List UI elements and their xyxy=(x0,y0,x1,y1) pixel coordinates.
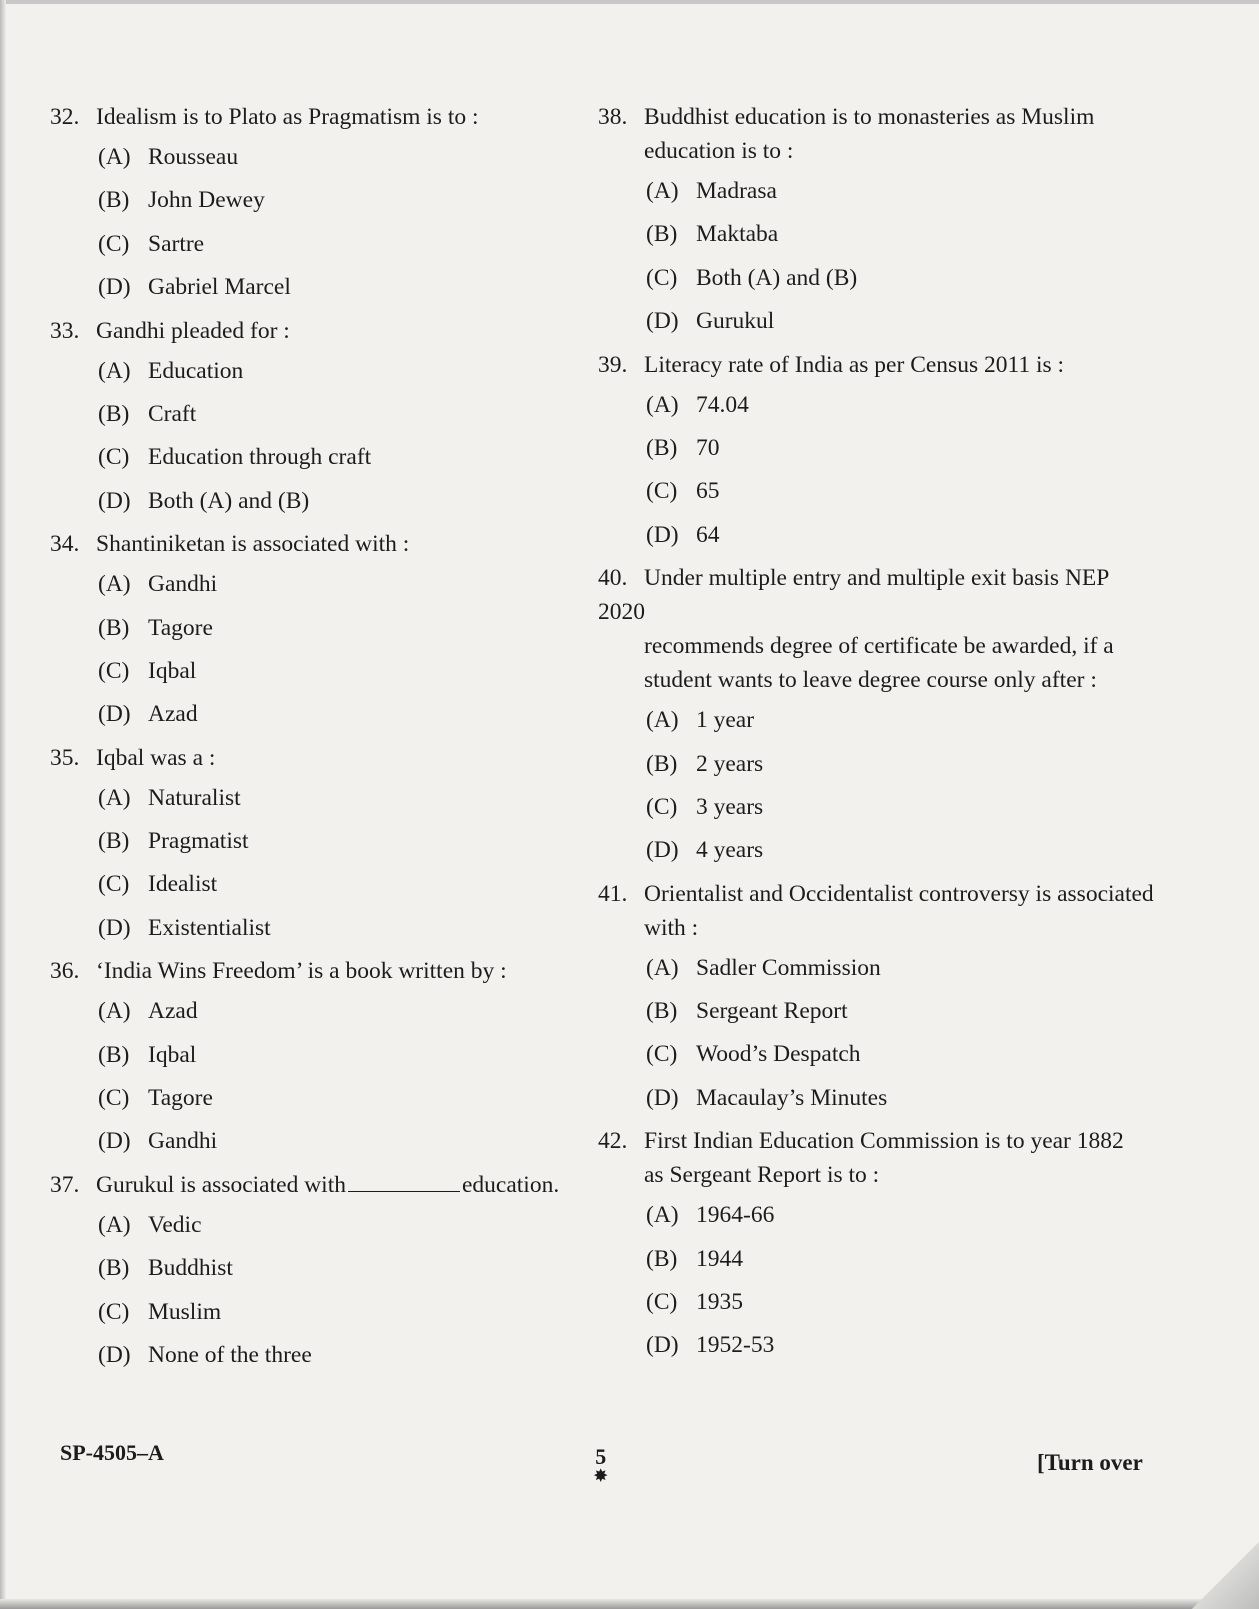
page-edge-bottom xyxy=(0,1599,1259,1609)
question-stem: Buddhist education is to monasteries as Muslim xyxy=(644,104,1095,130)
option-b: (B) Tagore xyxy=(98,614,213,641)
option-c: (C) 1935 xyxy=(646,1289,743,1316)
option-d: (D) Azad xyxy=(98,701,198,728)
option-d: (D) 64 xyxy=(646,521,720,548)
question-stem-line-2: as Sergeant Report is to : xyxy=(644,1162,880,1189)
option-c: (C) Education through craft xyxy=(98,444,372,471)
fill-in-blank xyxy=(348,1173,460,1192)
question-stem-end: education. xyxy=(461,1171,560,1198)
question-number: 32. xyxy=(50,104,80,130)
option-a: (A) Azad xyxy=(98,998,198,1025)
question-stem: Literacy rate of India as per Census 2011 is : xyxy=(644,351,1065,378)
page-fold xyxy=(1179,1519,1259,1609)
option-c: (C) Idealist xyxy=(98,871,218,898)
option-a: (A) Madrasa xyxy=(646,178,777,204)
option-b: (B) Iqbal xyxy=(98,1041,197,1068)
question-35 xyxy=(50,741,590,945)
question-38 xyxy=(598,100,1158,338)
question-33 xyxy=(50,314,590,518)
option-d: (D) Gandhi xyxy=(98,1128,218,1155)
question-32 xyxy=(50,100,590,304)
option-b: (B) 1944 xyxy=(646,1245,743,1272)
option-d: (D) 1952-53 xyxy=(646,1332,775,1359)
option-d: (D) Both (A) and (B) xyxy=(98,487,310,514)
option-b: (B) 70 xyxy=(646,434,720,461)
option-a: (A) Rousseau xyxy=(98,144,239,170)
question-number: 42. xyxy=(598,1128,628,1155)
option-a: (A) Sadler Commission xyxy=(646,954,881,981)
question-stem: ‘India Wins Freedom’ is a book written by : xyxy=(96,958,507,985)
option-a: (A) Education xyxy=(98,357,244,384)
option-d: (D) Existentialist xyxy=(98,914,271,941)
option-d: (D) None of the three xyxy=(98,1341,312,1368)
question-stem-line-2: with : xyxy=(644,914,699,941)
question-39 xyxy=(598,348,1158,552)
star-icon: ✸ xyxy=(594,1468,608,1485)
option-c: (C) Tagore xyxy=(98,1085,213,1112)
option-c: (C) Iqbal xyxy=(98,657,197,684)
question-34 xyxy=(50,527,590,731)
page-number-text: 5 xyxy=(595,1444,607,1469)
paper-code: SP-4505–A xyxy=(60,1440,164,1465)
turn-over-note: [Turn over xyxy=(1037,1450,1143,1475)
option-a: (A) 74.04 xyxy=(646,391,749,418)
question-stem: Gurukul is associated with xyxy=(96,1171,346,1198)
question-number: 39. xyxy=(598,351,628,378)
option-a: (A) Vedic xyxy=(98,1211,202,1238)
question-36 xyxy=(50,954,590,1158)
option-a: (A) 1964-66 xyxy=(646,1202,775,1229)
page-number xyxy=(594,1444,607,1484)
option-a: (A) Gandhi xyxy=(98,571,218,598)
left-column xyxy=(50,100,590,1381)
question-42 xyxy=(598,1124,1158,1362)
question-number: 41. xyxy=(598,880,628,907)
option-b: (B) 2 years xyxy=(646,750,764,777)
option-c: (C) Wood’s Despatch xyxy=(646,1041,861,1068)
option-b: (B) Maktaba xyxy=(646,221,779,248)
option-a: (A) 1 year xyxy=(646,707,755,734)
option-a: (A) Naturalist xyxy=(98,784,241,811)
option-b: (B) Pragmatist xyxy=(98,828,249,855)
option-b: (B) Buddhist xyxy=(98,1255,233,1282)
question-stem-line-3: student wants to leave degree course only after : xyxy=(644,667,1097,694)
question-stem: Iqbal was a : xyxy=(96,744,216,771)
question-number: 35. xyxy=(50,744,80,771)
option-d: (D) 4 years xyxy=(646,837,764,864)
question-41 xyxy=(598,877,1158,1115)
question-number: 38. xyxy=(598,104,628,130)
option-b: (B) John Dewey xyxy=(98,187,265,214)
right-column xyxy=(598,100,1158,1372)
question-stem: Idealism is to Plato as Pragmatism is to : xyxy=(96,104,479,130)
question-stem: Under multiple entry and multiple exit basis NEP 2020 xyxy=(598,565,1109,626)
question-number: 37. xyxy=(50,1171,80,1198)
question-stem-line-2: recommends degree of certificate be awarded, if a xyxy=(644,633,1114,660)
question-stem: First Indian Education Commission is to year 1882 xyxy=(644,1128,1124,1155)
option-c: (C) Both (A) and (B) xyxy=(646,264,858,291)
question-number: 34. xyxy=(50,531,80,558)
option-d: (D) Gurukul xyxy=(646,308,775,335)
option-c: (C) 3 years xyxy=(646,793,764,820)
option-d: (D) Gabriel Marcel xyxy=(98,274,291,301)
question-number: 40. xyxy=(598,565,628,592)
question-stem-line-2: education is to : xyxy=(644,138,794,164)
question-40 xyxy=(598,561,1158,867)
question-stem: Gandhi pleaded for : xyxy=(96,317,290,344)
option-c: (C) Muslim xyxy=(98,1298,222,1325)
option-d: (D) Macaulay’s Minutes xyxy=(646,1084,888,1111)
page-edge-left xyxy=(0,0,6,1609)
question-number: 36. xyxy=(50,958,80,985)
question-stem: Orientalist and Occidentalist controversy is associated xyxy=(644,880,1154,907)
option-c: (C) Sartre xyxy=(98,230,205,257)
option-b: (B) Craft xyxy=(98,400,197,427)
question-stem: Shantiniketan is associated with : xyxy=(96,531,410,558)
question-number: 33. xyxy=(50,317,80,344)
question-37 xyxy=(50,1168,590,1372)
option-c: (C) 65 xyxy=(646,478,720,505)
option-b: (B) Sergeant Report xyxy=(646,998,848,1025)
page-edge-top xyxy=(0,0,1259,4)
